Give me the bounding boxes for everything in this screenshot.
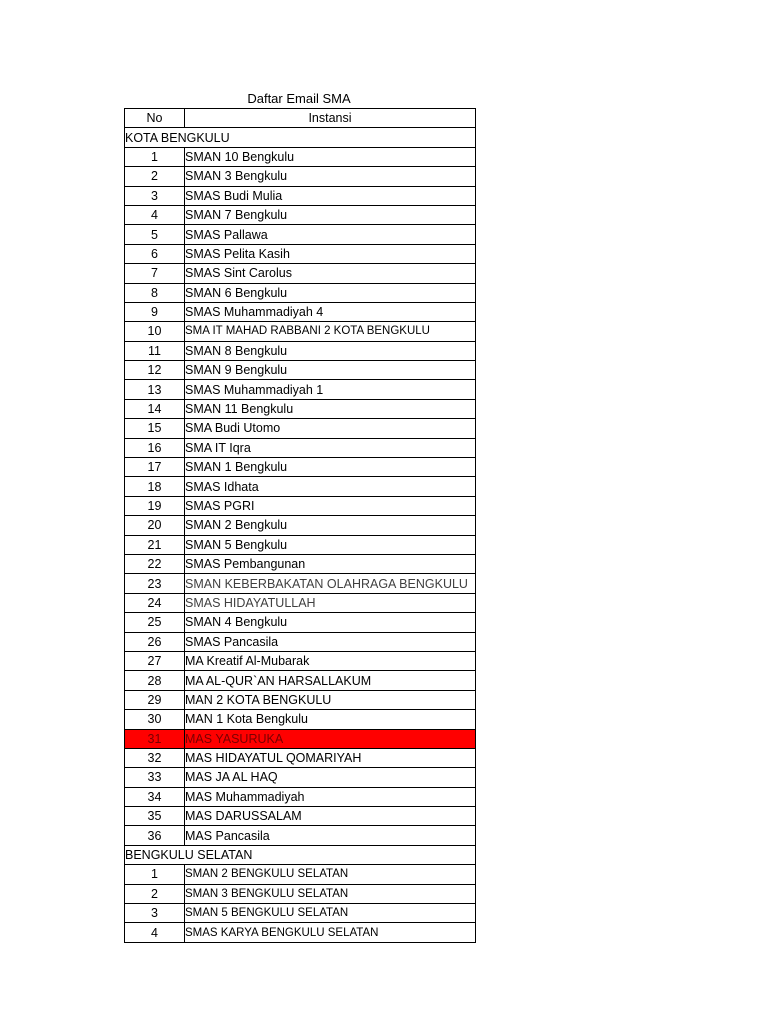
table-row <box>125 322 476 341</box>
institution-name: SMAN 5 BENGKULU SELATAN <box>185 904 476 923</box>
table-row <box>125 458 476 477</box>
institution-name: MA AL-QUR`AN HARSALLAKUM <box>185 671 476 690</box>
row-number: 12 <box>125 361 185 380</box>
table-row <box>125 361 476 380</box>
table-row <box>125 651 476 670</box>
table-row <box>125 496 476 515</box>
table-row <box>125 729 476 748</box>
row-number: 32 <box>125 748 185 767</box>
table-row <box>125 535 476 554</box>
table-row <box>125 768 476 787</box>
row-number: 7 <box>125 264 185 283</box>
institution-name: SMAS HIDAYATULLAH <box>185 593 476 612</box>
table-row <box>125 516 476 535</box>
table-row <box>125 690 476 709</box>
page-title: Daftar Email SMA <box>247 91 351 106</box>
table-row <box>125 419 476 438</box>
table-row <box>125 554 476 573</box>
institution-name: SMAS Pancasila <box>185 632 476 651</box>
table-row <box>125 477 476 496</box>
institution-name: SMAN 3 BENGKULU SELATAN <box>185 884 476 903</box>
table-row <box>125 865 476 884</box>
institution-name: SMAS Pallawa <box>185 225 476 244</box>
row-number: 4 <box>125 923 185 942</box>
table-row <box>125 399 476 418</box>
table-row <box>125 923 476 942</box>
institution-name: MAS DARUSSALAM <box>185 807 476 826</box>
row-number: 20 <box>125 516 185 535</box>
table-row <box>125 574 476 593</box>
table-row <box>125 613 476 632</box>
row-number: 34 <box>125 787 185 806</box>
table-row <box>125 147 476 166</box>
institution-name: SMAN 5 Bengkulu <box>185 535 476 554</box>
institution-name: SMAS Muhammadiyah 1 <box>185 380 476 399</box>
institution-name: MAS JA AL HAQ <box>185 768 476 787</box>
institution-name: SMAS PGRI <box>185 496 476 515</box>
institution-name: SMAN 3 Bengkulu <box>185 167 476 186</box>
row-number: 4 <box>125 205 185 224</box>
row-number: 13 <box>125 380 185 399</box>
institution-name: SMAN 2 BENGKULU SELATAN <box>185 865 476 884</box>
institution-name: SMAN 6 Bengkulu <box>185 283 476 302</box>
institution-name: MA Kreatif Al-Mubarak <box>185 651 476 670</box>
row-number: 14 <box>125 399 185 418</box>
table-row <box>125 205 476 224</box>
table-row <box>125 264 476 283</box>
institution-name: SMAS Muhammadiyah 4 <box>185 302 476 321</box>
row-number: 1 <box>125 147 185 166</box>
section-row <box>125 845 476 864</box>
row-number: 5 <box>125 225 185 244</box>
institution-name: MAN 2 KOTA BENGKULU <box>185 690 476 709</box>
table-row <box>125 632 476 651</box>
institution-name: MAS HIDAYATUL QOMARIYAH <box>185 748 476 767</box>
table-row <box>125 167 476 186</box>
row-number: 15 <box>125 419 185 438</box>
institution-name: SMAN 11 Bengkulu <box>185 399 476 418</box>
row-number: 11 <box>125 341 185 360</box>
row-number: 2 <box>125 884 185 903</box>
table-row <box>125 283 476 302</box>
row-number: 18 <box>125 477 185 496</box>
table-row <box>125 225 476 244</box>
table-row <box>125 380 476 399</box>
institution-name: SMAN 8 Bengkulu <box>185 341 476 360</box>
table-row <box>125 302 476 321</box>
institution-name: SMAN 10 Bengkulu <box>185 147 476 166</box>
institution-name: SMAS Sint Carolus <box>185 264 476 283</box>
institution-name: SMAS Pelita Kasih <box>185 244 476 263</box>
institution-name: SMAS KARYA BENGKULU SELATAN <box>185 923 476 942</box>
row-number: 25 <box>125 613 185 632</box>
row-number: 21 <box>125 535 185 554</box>
row-number: 10 <box>125 322 185 341</box>
row-number: 3 <box>125 186 185 205</box>
table-row <box>125 884 476 903</box>
row-number: 17 <box>125 458 185 477</box>
section-title: KOTA BENGKULU <box>125 128 476 147</box>
table-row <box>125 671 476 690</box>
institution-name: SMA IT MAHAD RABBANI 2 KOTA BENGKULU <box>185 322 476 341</box>
table-row <box>125 748 476 767</box>
table-row <box>125 244 476 263</box>
row-number: 35 <box>125 807 185 826</box>
row-number: 31 <box>125 729 185 748</box>
institution-name: MAS YASURUKA <box>185 729 476 748</box>
section-title: BENGKULU SELATAN <box>125 845 476 864</box>
table-row <box>125 787 476 806</box>
row-number: 2 <box>125 167 185 186</box>
column-header-instansi: Instansi <box>185 109 476 128</box>
table-body <box>125 128 476 942</box>
table-row <box>125 593 476 612</box>
row-number: 30 <box>125 710 185 729</box>
institution-name: SMAN 1 Bengkulu <box>185 458 476 477</box>
institution-name: SMAN KEBERBAKATAN OLAHRAGA BENGKULU <box>185 574 476 593</box>
section-row <box>125 128 476 147</box>
row-number: 23 <box>125 574 185 593</box>
institution-name: SMAN 4 Bengkulu <box>185 613 476 632</box>
institution-name: SMA Budi Utomo <box>185 419 476 438</box>
row-number: 33 <box>125 768 185 787</box>
institution-name: MAS Muhammadiyah <box>185 787 476 806</box>
institution-name: SMAN 2 Bengkulu <box>185 516 476 535</box>
row-number: 29 <box>125 690 185 709</box>
table-row <box>125 710 476 729</box>
row-number: 6 <box>125 244 185 263</box>
table-row <box>125 826 476 845</box>
row-number: 1 <box>125 865 185 884</box>
row-number: 27 <box>125 651 185 670</box>
institution-name: SMAS Budi Mulia <box>185 186 476 205</box>
institution-name: SMAN 9 Bengkulu <box>185 361 476 380</box>
row-number: 36 <box>125 826 185 845</box>
row-number: 16 <box>125 438 185 457</box>
row-number: 8 <box>125 283 185 302</box>
institution-name: SMAN 7 Bengkulu <box>185 205 476 224</box>
row-number: 3 <box>125 904 185 923</box>
institution-name: MAS Pancasila <box>185 826 476 845</box>
row-number: 19 <box>125 496 185 515</box>
institution-name: SMAS Pembangunan <box>185 554 476 573</box>
row-number: 22 <box>125 554 185 573</box>
institution-name: SMAS Idhata <box>185 477 476 496</box>
table-row <box>125 904 476 923</box>
table-row <box>125 186 476 205</box>
row-number: 28 <box>125 671 185 690</box>
row-number: 26 <box>125 632 185 651</box>
table-header-row <box>125 109 476 128</box>
school-table <box>124 108 476 943</box>
row-number: 24 <box>125 593 185 612</box>
table-row <box>125 438 476 457</box>
table-row <box>125 807 476 826</box>
column-header-no: No <box>125 109 185 128</box>
table-row <box>125 341 476 360</box>
institution-name: SMA IT Iqra <box>185 438 476 457</box>
institution-name: MAN 1 Kota Bengkulu <box>185 710 476 729</box>
row-number: 9 <box>125 302 185 321</box>
